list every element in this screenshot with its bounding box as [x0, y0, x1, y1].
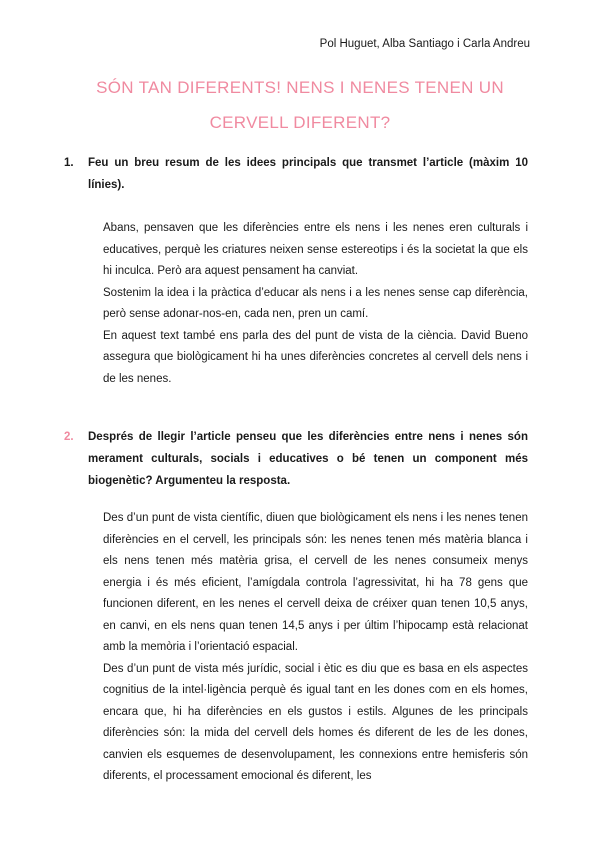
- question-1: [64, 152, 528, 196]
- answer-1: [103, 218, 528, 390]
- authors-header: Pol Huguet, Alba Santiago i Carla Andreu: [319, 38, 530, 50]
- title-line-1: SÓN TAN DIFERENTS! NENS I NENES TENEN UN: [96, 78, 504, 97]
- document-title: [60, 70, 540, 140]
- answer-1-paragraph-2: Sostenim la idea i la pràctica d’educar als nens i a les nenes sense cap diferència, però sense adonar-nos-en, cada nen, pren un camí.: [103, 286, 528, 320]
- answer-2-paragraph-1: Des d’un punt de vista científic, diuen que biològicament els nens i les nenes tenen diferències en el cervell, les principals són: les nenes tenen més matèria blanca i els nens tenen més matèria grisa, el cervell de les nenes consumeix menys energia i és més eficient, l’amígdala controla l’agressivitat, hi ha 78 gens que funcionen diferent, en les nenes el cervell deixa de créixer quan tenen 10,5 anys, en canvi, en els nens quan tenen 14,5 anys i per últim l’hipocamp està relacionat amb la memòria i l’orientació espacial.: [103, 512, 528, 653]
- answer-1-paragraph-3: En aquest text també ens parla des del punt de vista de la ciència. David Bueno assegura que biològicament hi ha unes diferències concretes al cervell dels nens i de les nenes.: [103, 329, 528, 385]
- question-1-number: 1.: [64, 157, 74, 169]
- answer-2: [103, 508, 528, 788]
- question-1-text: Feu un breu resum de les idees principals que transmet l’article (màxim 10 línies).: [88, 157, 528, 191]
- answer-2-paragraph-2: Des d’un punt de vista més jurídic, social i ètic es diu que es basa en els aspectes cognitius de la intel·ligència perquè és igual tant en les dones com en els homes, encara que, hi ha diferències en els gustos i estils. Algunes de les principals diferències són: la mida del cervell dels homes és diferent de les de les dones, canvien els esquemes de desenvolupament, les connexions entre hemisferis són diferents, el processament emocional és diferent, les: [103, 662, 528, 782]
- title-line-2: CERVELL DIFERENT?: [209, 113, 391, 132]
- question-2-text: Després de llegir l’article penseu que les diferències entre nens i nenes són merament culturals, socials i educatives o bé tenen un component més biogenètic? Argumenteu la resposta.: [88, 431, 528, 487]
- question-2: [64, 426, 528, 492]
- answer-1-paragraph-1: Abans, pensaven que les diferències entre els nens i les nenes eren culturals i educatives, perquè les criatures neixen sense estereotips i és la societat la que els hi inculca. Però ara aquest pensament ha canviat.: [103, 222, 528, 277]
- question-2-number: 2.: [64, 431, 74, 443]
